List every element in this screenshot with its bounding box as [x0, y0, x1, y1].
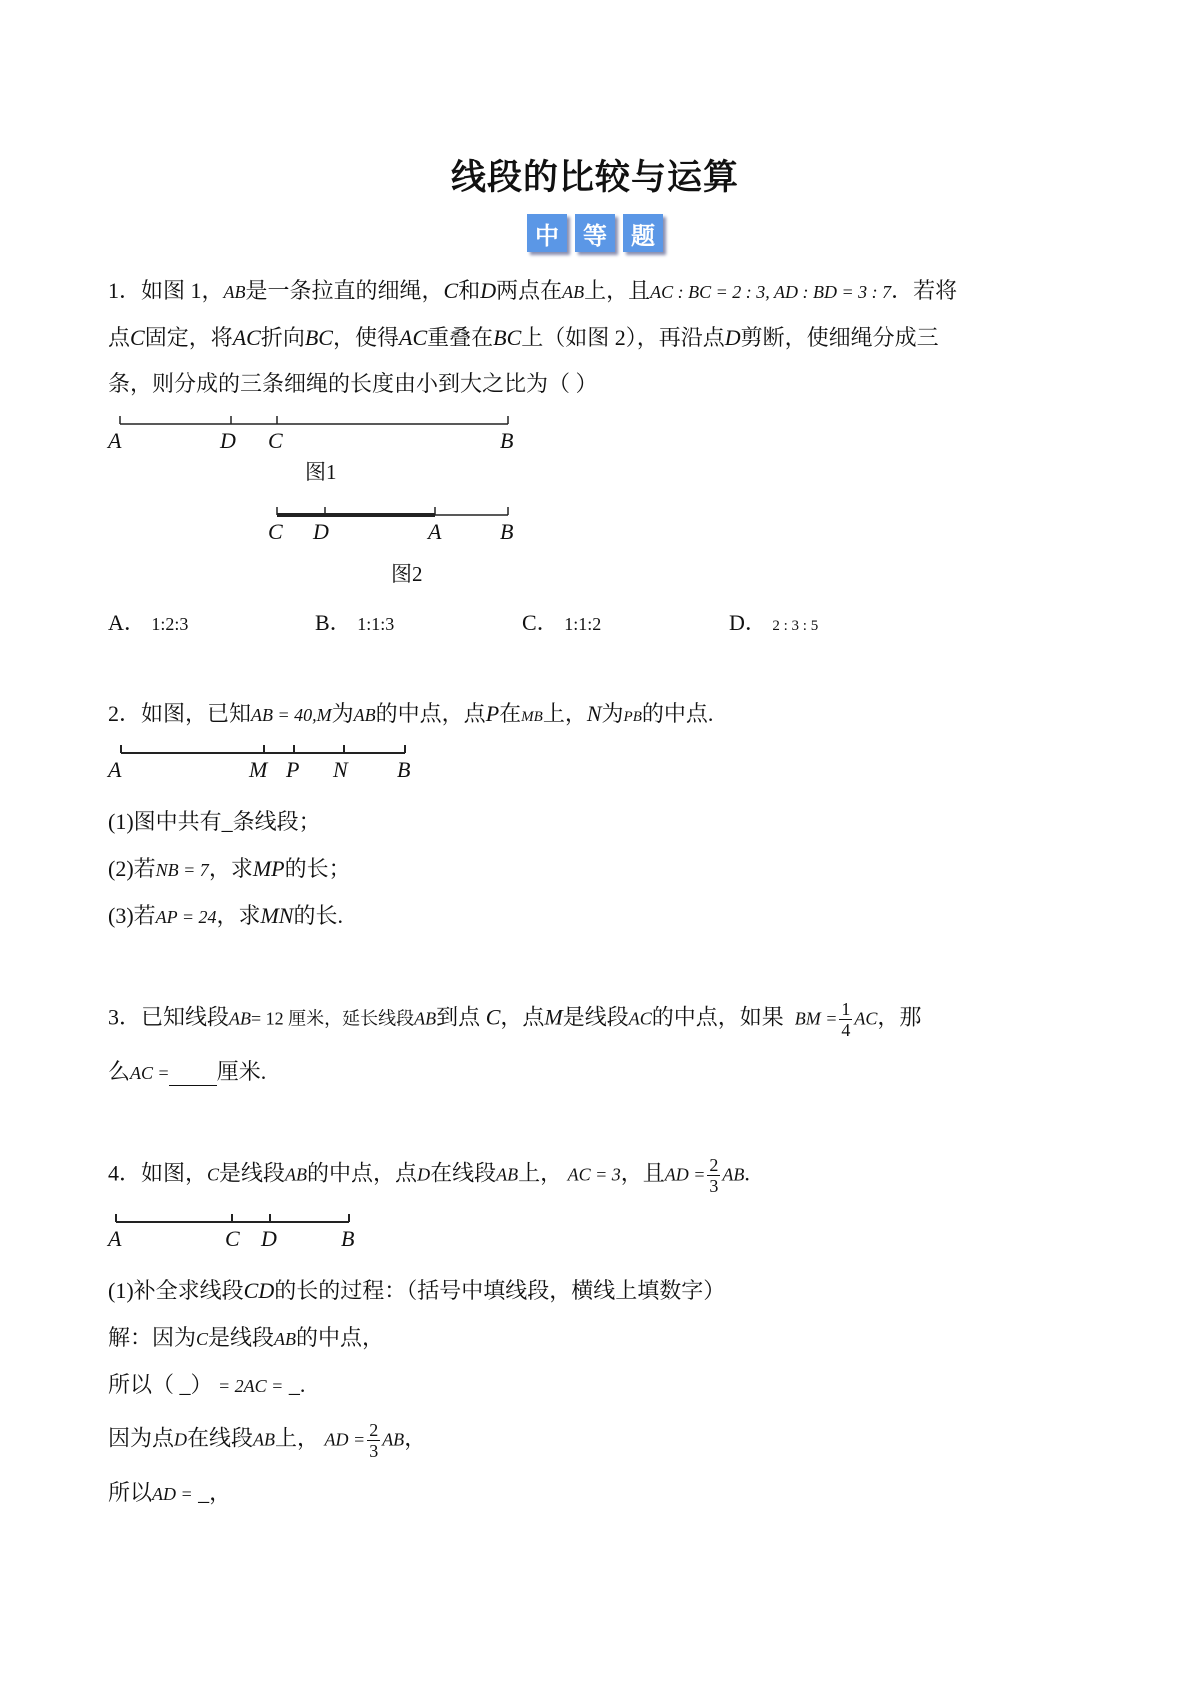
q1-line3: 条，则分成的三条细绳的长度由小到大之比为（ ）: [108, 371, 598, 396]
fig1-caption: 图1: [305, 460, 337, 484]
q4-label-d: D: [261, 1226, 277, 1251]
fig1-label-b: B: [500, 428, 514, 453]
option-a[interactable]: A． 1:2:3: [108, 610, 189, 635]
q1-figure-1: [120, 416, 508, 424]
q4-sub1: (1)补全求线段CD的长的过程：（括号中填线段，横线上填数字）: [108, 1278, 726, 1303]
q3-line1: 3．已知线段AB= 12 厘米，延长线段AB到点 C，点M是线段AC的中点，如果 BM = $\frac{1}{4}$ AC，那: [108, 999, 922, 1040]
q2-label-n: N: [333, 757, 348, 782]
q4-label-c: C: [225, 1226, 240, 1251]
q2-sub2: (2)若NB = 7，求MP的长；: [108, 856, 351, 881]
fig2-label-a: A: [428, 519, 442, 544]
option-c[interactable]: C． 1:1:2: [522, 610, 602, 635]
q2-figure: [121, 745, 405, 753]
q4-sol2: 所以（ _） = 2AC = _.: [108, 1372, 306, 1397]
q2-label-a: A: [108, 757, 122, 782]
q4-sol4: 所以AD = _，: [108, 1480, 232, 1505]
fig1-label-c: C: [268, 428, 283, 453]
q2-sub3: (3)若AP = 24，求MN的长.: [108, 903, 343, 928]
difficulty-badges: [0, 214, 1190, 252]
q2-label-p: P: [286, 757, 300, 782]
q1-figure-2: [277, 507, 508, 515]
q4-sol1: 解：因为C是线段AB的中点，: [108, 1325, 385, 1350]
option-d[interactable]: D． 2 : 3 : 5: [729, 610, 819, 635]
fig2-label-d: D: [313, 519, 329, 544]
answer-blank[interactable]: [169, 1059, 217, 1086]
q3-line2: 么AC = 厘米.: [108, 1059, 267, 1084]
fraction-one-quarter: $\frac{1}{4}$: [841, 999, 851, 1040]
badge-medium: 中: [527, 214, 567, 252]
q1-line1: 1．如图 1，AB是一条拉直的细绳，C和D两点在AB上，且AC : BC = 2 : 3, AD : BD = 3 : 7．若将: [108, 278, 958, 303]
q2-sub1: (1)图中共有_条线段；: [108, 809, 321, 834]
q2-line1: 2．如图，已知AB = 40,M为AB的中点，点P在MB上，N为PB的中点.: [108, 701, 714, 726]
q4-label-a: A: [108, 1226, 122, 1251]
fig2-label-c: C: [268, 519, 283, 544]
q4-sol3: 因为点D在线段AB上， AD = $\frac{2}{3}$ AB，: [108, 1420, 427, 1461]
fraction-two-thirds: $\frac{2}{3}$: [709, 1155, 719, 1196]
option-b[interactable]: B． 1:1:3: [315, 610, 395, 635]
q2-label-b: B: [397, 757, 411, 782]
q4-figure: [116, 1214, 349, 1222]
fig2-caption: 图2: [391, 562, 423, 586]
badge-level: 等: [575, 214, 615, 252]
fig1-label-a: A: [108, 428, 122, 453]
fraction-two-thirds-sol: $\frac{2}{3}$: [369, 1420, 379, 1461]
q1-line2: 点C固定，将AC折向BC，使得AC重叠在BC上（如图 2），再沿点D剪断，使细绳分成三: [108, 325, 939, 350]
fig2-label-b: B: [500, 519, 514, 544]
badge-question: 题: [623, 214, 663, 252]
q4-label-b: B: [341, 1226, 355, 1251]
fig1-label-d: D: [220, 428, 236, 453]
q2-label-m: M: [249, 757, 268, 782]
page-title: 线段的比较与运算: [450, 158, 739, 198]
q4-line1: 4．如图，C是线段AB的中点，点D在线段AB上， AC = 3，且AD = $\frac{2}{3}$ AB.: [108, 1155, 750, 1196]
